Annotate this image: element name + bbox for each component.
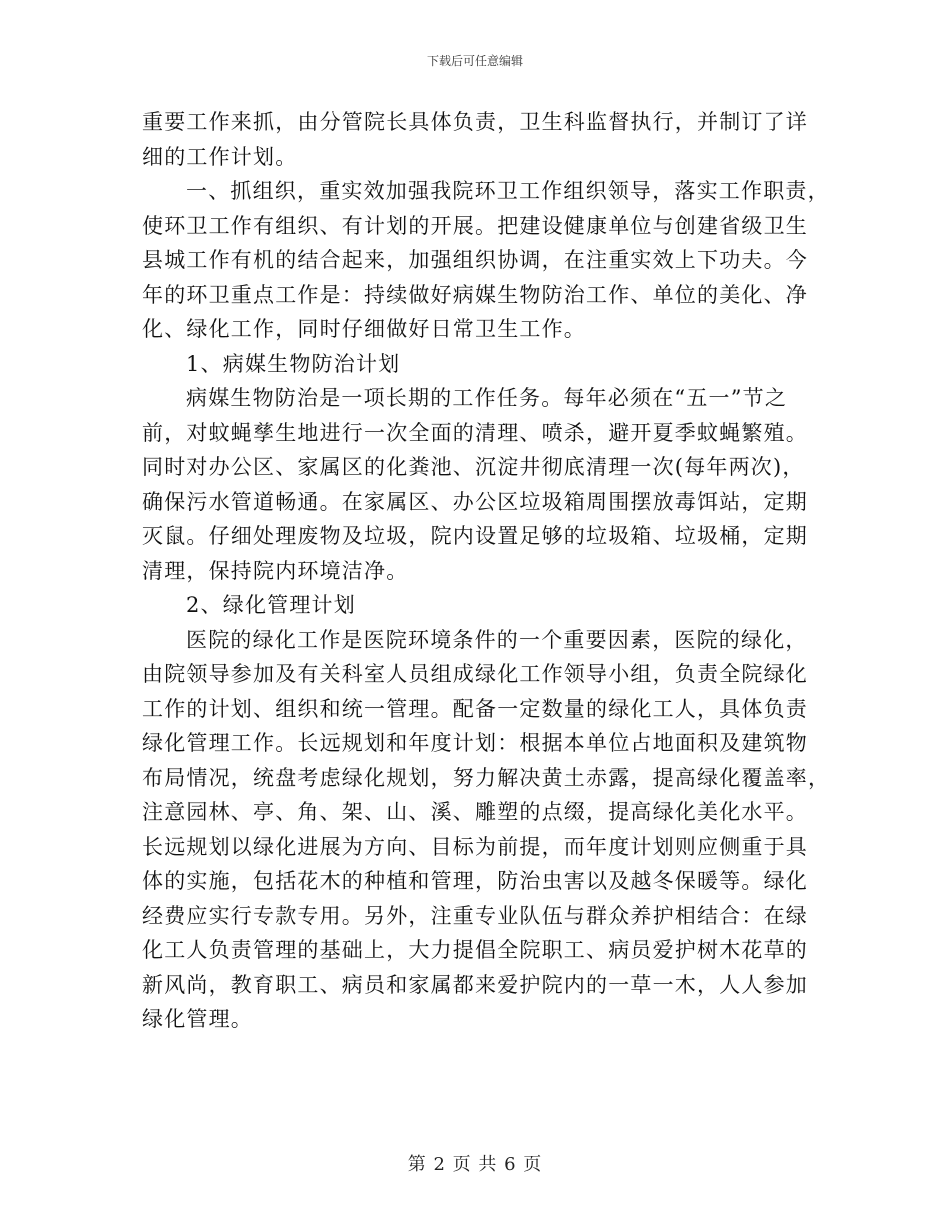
page-header: 下载后可任意编辑 [426,54,523,68]
text-line: 使环卫工作有组织、有计划的开展。把建设健康单位与创建省级卫生 [142,213,808,238]
text-line: 1、病媒生物防治计划 [186,351,401,376]
text-line: 县城工作有机的结合起来，加强组织协调，在注重实效上下功夫。今 [142,248,808,272]
text-line: 注意园林、亭、角、架、山、溪、雕塑的点缀，提高绿化美化水平。 [142,800,808,824]
document-body [142,105,831,1037]
text-line: 新风尚，教育职工、病员和家属都来爱护院内的一草一木，人人参加 [142,972,808,997]
text-line: 绿化管理。 [142,1007,253,1031]
text-line: 同时对办公区、家属区的化粪池、沉淀井彻底清理一次(每年两次)， [142,455,805,479]
text-line: 重要工作来抓，由分管院长具体负责，卫生科监督执行，并制订了详 [142,110,808,134]
page-footer: 第 2 页 共 6 页 [407,1154,543,1175]
text-line: 绿化管理工作。长远规划和年度计划：根据本单位占地面积及建筑物 [142,731,808,755]
text-line: 病媒生物防治是一项长期的工作任务。每年必须在“五一”节之 [186,386,788,410]
text-line: 清理，保持院内环境洁净。 [142,558,409,583]
text-line: 长远规划以绿化进展为方向、目标为前提，而年度计划则应侧重于具 [142,834,808,859]
text-line: 确保污水管道畅通。在家属区、办公区垃圾箱周围摆放毒饵站，定期 [142,489,808,514]
text-line: 化、绿化工作，同时仔细做好日常卫生工作。 [142,317,586,341]
text-line: 年的环卫重点工作是：持续做好病媒生物防治工作、单位的美化、净 [142,282,808,307]
text-line: 由院领导参加及有关科室人员组成绿化工作领导小组，负责全院绿化 [142,662,808,686]
text-line: 布局情况，统盘考虑绿化规划，努力解决黄土赤露，提高绿化覆盖率， [142,765,831,790]
text-line: 化工人负责管理的基础上，大力提倡全院职工、病员爱护树木花草的 [142,938,808,962]
text-line: 灭鼠。仔细处理废物及垃圾，院内设置足够的垃圾箱、垃圾桶，定期 [142,524,808,548]
text-line: 医院的绿化工作是医院环境条件的一个重要因素，医院的绿化， [186,627,808,652]
text-line: 细的工作计划。 [142,144,298,169]
text-line: 2、绿化管理计划 [186,593,356,617]
text-line: 体的实施，包括花木的种植和管理，防治虫害以及越冬保暖等。绿化 [142,869,808,893]
text-line: 一、抓组织，重实效加强我院环卫工作组织领导，落实工作职责， [186,179,830,203]
text-line: 经费应实行专款专用。另外，注重专业队伍与群众养护相结合：在绿 [142,903,808,928]
text-line: 工作的计划、组织和统一管理。配备一定数量的绿化工人，具体负责 [142,696,808,721]
text-line: 前，对蚊蝇孳生地进行一次全面的清理、喷杀，避开夏季蚊蝇繁殖。 [142,420,808,445]
